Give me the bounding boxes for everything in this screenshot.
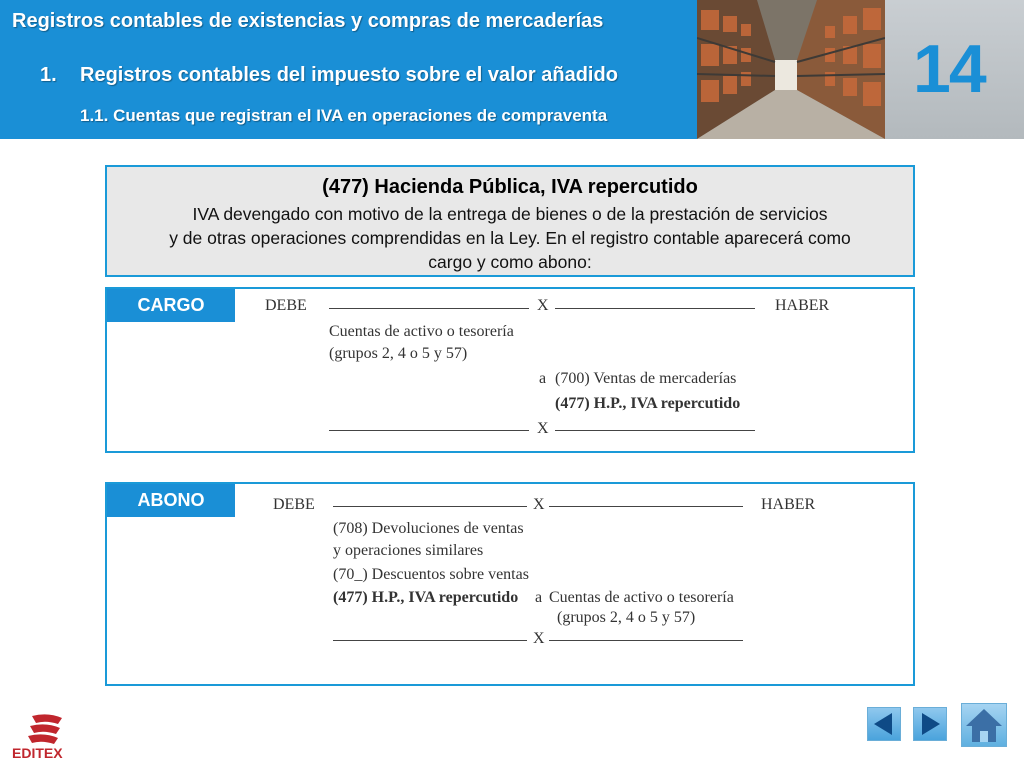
journal-line: [329, 308, 529, 309]
debit-account: (477) H.P., IVA repercutido: [333, 589, 519, 606]
debit-account: (708) Devoluciones de ventas: [333, 520, 524, 537]
haber-label: HABER: [761, 496, 816, 513]
description-line: y de otras operaciones comprendidas en la Ley. En el registro contable aparecerá como: [169, 228, 851, 248]
section-heading: [40, 64, 618, 87]
journal-separator-x: X: [537, 297, 549, 314]
debit-account-detail: y operaciones similares: [333, 542, 484, 559]
journal-line: [333, 640, 527, 641]
previous-button[interactable]: [867, 707, 901, 741]
debe-label: DEBE: [265, 297, 307, 314]
credit-account-detail: (grupos 2, 4 o 5 y 57): [557, 609, 696, 626]
journal-line: [555, 308, 755, 309]
account-description-box: [105, 165, 915, 277]
header-bar: [0, 0, 1024, 139]
a-connector: a: [539, 370, 547, 387]
triangle-left-icon: [868, 708, 900, 740]
journal-separator-x: X: [533, 496, 545, 513]
abono-label: ABONO: [107, 484, 235, 517]
page-title: Registros contables de existencias y compras de mercaderías: [12, 10, 604, 32]
svg-text:EDITEX: EDITEX: [12, 745, 63, 761]
credit-account: (700) Ventas de mercaderías: [555, 370, 737, 387]
section-number: 1.: [40, 64, 57, 86]
credit-account: (477) H.P., IVA repercutido: [555, 395, 741, 412]
warehouse-photo: [697, 0, 885, 139]
journal-line: [329, 430, 529, 431]
debit-account: (70_) Descuentos sobre ventas: [333, 566, 529, 583]
description-line: cargo y como abono:: [428, 252, 592, 272]
editex-logo: [10, 712, 80, 762]
haber-label: HABER: [775, 297, 830, 314]
account-description: [107, 202, 913, 274]
abono-entry-box: [105, 482, 915, 686]
next-button[interactable]: [913, 707, 947, 741]
home-button[interactable]: [961, 703, 1007, 747]
section-title: Registros contables del impuesto sobre el valor añadido: [80, 64, 618, 86]
journal-separator-x: X: [537, 420, 549, 437]
journal-line: [333, 506, 527, 507]
journal-line: [549, 506, 743, 507]
a-connector: a: [535, 589, 543, 606]
account-title: (477) Hacienda Pública, IVA repercutido: [322, 176, 698, 198]
description-line: IVA devengado con motivo de la entrega de bienes o de la prestación de servicios: [192, 204, 828, 224]
cargo-entry-box: [105, 287, 915, 453]
cargo-label: CARGO: [107, 289, 235, 322]
subsection-heading: 1.1. Cuentas que registran el IVA en operaciones de compraventa: [80, 106, 608, 125]
triangle-right-icon: [914, 708, 946, 740]
home-icon: [962, 704, 1006, 746]
chapter-number-panel: [885, 0, 1024, 139]
chapter-number: 14: [913, 31, 985, 107]
journal-line: [549, 640, 743, 641]
credit-account: Cuentas de activo o tesorería: [549, 589, 734, 606]
debit-account-detail: (grupos 2, 4 o 5 y 57): [329, 345, 468, 362]
journal-separator-x: X: [533, 630, 545, 647]
debe-label: DEBE: [273, 496, 315, 513]
journal-line: [555, 430, 755, 431]
debit-account: Cuentas de activo o tesorería: [329, 323, 514, 340]
